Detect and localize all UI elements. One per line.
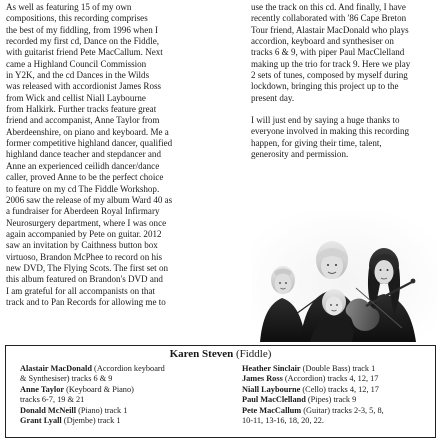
credit-line: [20, 406, 224, 416]
credit-details: (Cello) tracks 4, 12, 17: [300, 384, 379, 394]
credit-line: [242, 406, 434, 416]
text-line: to feature on my cd The Fiddle Workshop.: [6, 183, 160, 194]
text-line: I will just end by saying a huge thanks to: [251, 115, 400, 126]
text-line: everyone involved in making this recording: [251, 126, 410, 137]
text-line: was released with accordionist James Ross: [6, 81, 162, 92]
liner-notes-paragraph: [251, 115, 437, 160]
musician-name: Niall Laybourne: [242, 384, 301, 394]
credit-details: 10-11, 13-16, 18, 20, 22.: [242, 416, 324, 426]
text-line: lockdown, bringing this project up to the: [251, 81, 399, 92]
text-line: 2 sets of tunes, composed by myself during: [251, 70, 408, 81]
liner-notes-left-column: [6, 2, 224, 308]
musician-name: Paul MacClelland: [242, 395, 306, 405]
credit-line: [242, 395, 434, 405]
liner-notes-right-column: [251, 2, 437, 160]
text-line: this album featured on Brandon's DVD and: [6, 274, 163, 285]
text-line: generosity and permission.: [251, 149, 349, 160]
text-line: tracks 6 & 9, with piper Paul MacClelland: [251, 47, 405, 58]
text-line: 2006 saw the release of my album Ward 40 as: [6, 194, 173, 205]
credit-line: [242, 364, 434, 374]
credits-box: [5, 345, 436, 438]
musician-name: Donald McNeill: [20, 405, 76, 415]
text-line: caller, proved Anne to be the perfect choice: [6, 172, 164, 183]
text-line: track and to Pan Records for allowing me to: [6, 296, 166, 307]
credit-line: [242, 385, 434, 395]
text-line: former competitive highland dancer, qualified: [6, 138, 173, 149]
credit-details: (Pipes) track 9: [305, 395, 357, 405]
liner-notes-paragraph: [251, 2, 437, 104]
musician-name: Pete MacCallum: [242, 405, 302, 415]
text-line: present day.: [251, 92, 295, 103]
text-line: the best of my fiddling, from 1996 when I: [6, 24, 159, 35]
text-line: Anne an experienced ceilidh dancer/dance: [6, 160, 160, 171]
text-line: making up the trio for track 9. Here we play: [251, 58, 411, 69]
text-line: in Y2K, and the cd Dances in the Wilds: [6, 70, 150, 81]
text-line: Neurosurgery department, where I was once: [6, 217, 167, 228]
text-line: new DVD, The Flying Scots. The first set on: [6, 262, 168, 273]
lead-artist-role: (Fiddle): [235, 348, 272, 360]
credit-details: (Accordion) tracks 4, 12, 17: [282, 374, 379, 384]
credit-details: (Double Bass) track 1: [300, 364, 376, 373]
credit-details: (Piano) track 1: [76, 405, 128, 415]
credit-line: [242, 374, 434, 384]
musician-name: Heather Sinclair: [242, 364, 301, 373]
text-line: from Halkirk. Further tracks feature great: [6, 104, 157, 115]
text-line: accordion, keyboard and synthesiser on: [251, 36, 394, 47]
text-line: Aberdeenshire, on piano and keyboard. Me a: [6, 126, 169, 137]
text-line: came a Highland Council Commission: [6, 58, 147, 69]
credit-details: tracks 6-7, 19 & 21: [20, 395, 85, 405]
text-line: highland dance teacher and stepdancer and: [6, 149, 161, 160]
text-line: As well as featuring 15 of my own: [6, 2, 132, 12]
credit-line: [20, 385, 224, 395]
text-line: saw an invitation by Caithness button box: [6, 240, 158, 251]
credits-left-column: [20, 364, 224, 426]
text-line: with guitarist friend Pete MacCallum. Next: [6, 47, 163, 58]
musician-name: Alastair MacDonald: [20, 364, 92, 373]
credit-line: [20, 416, 224, 426]
credit-line: [20, 364, 224, 374]
musician-name: Grant Lyall: [20, 416, 62, 426]
text-line: recently collaborated with '86 Cape Breton: [251, 13, 407, 24]
text-line: compositions, this recording comprises: [6, 13, 148, 24]
liner-notes-paragraph: [6, 2, 224, 308]
text-line: Tour friend, Alastair MacDonald who plays: [251, 24, 409, 35]
text-line: a fundraiser for Aberdeen Royal Infirmary: [6, 206, 160, 217]
credit-line: [20, 395, 224, 405]
credit-line: [242, 416, 434, 426]
credit-details: (Djembe) track 1: [61, 416, 121, 426]
text-line: I am grateful for all accompanists on that: [6, 285, 155, 296]
text-line: use the track on this cd. And finally, I have: [251, 2, 406, 12]
text-line: virtuoso, Brandon McPhee to record on his: [6, 251, 163, 262]
credit-details: (Keyboard & Piano): [64, 384, 134, 394]
musician-name: James Ross: [242, 374, 283, 384]
group-photo: [252, 210, 437, 342]
credits-title: [6, 349, 435, 362]
credit-details: (Guitar) tracks 2-3, 5, 8,: [301, 405, 384, 415]
credits-right-column: [242, 364, 434, 426]
text-line: from Wick and cellist Niall Laybourne: [6, 92, 146, 103]
text-line: recorded my first cd, Dance on the Fiddle,: [6, 36, 159, 47]
credit-details: (Accordion keyboard: [91, 364, 165, 373]
text-line: again accompanied by Pete on guitar. 2012: [6, 228, 162, 239]
lead-artist-name: Karen Steven: [169, 348, 234, 360]
text-line: friend and accompanist, Anne Taylor from: [6, 115, 160, 126]
musician-name: Anne Taylor: [20, 384, 65, 394]
group-photo-illustration: [252, 210, 437, 342]
credit-line: [20, 374, 224, 384]
credit-details: & Synthesiser) tracks 6 & 9: [20, 374, 113, 384]
text-line: happen, for giving their time, talent,: [251, 137, 382, 148]
